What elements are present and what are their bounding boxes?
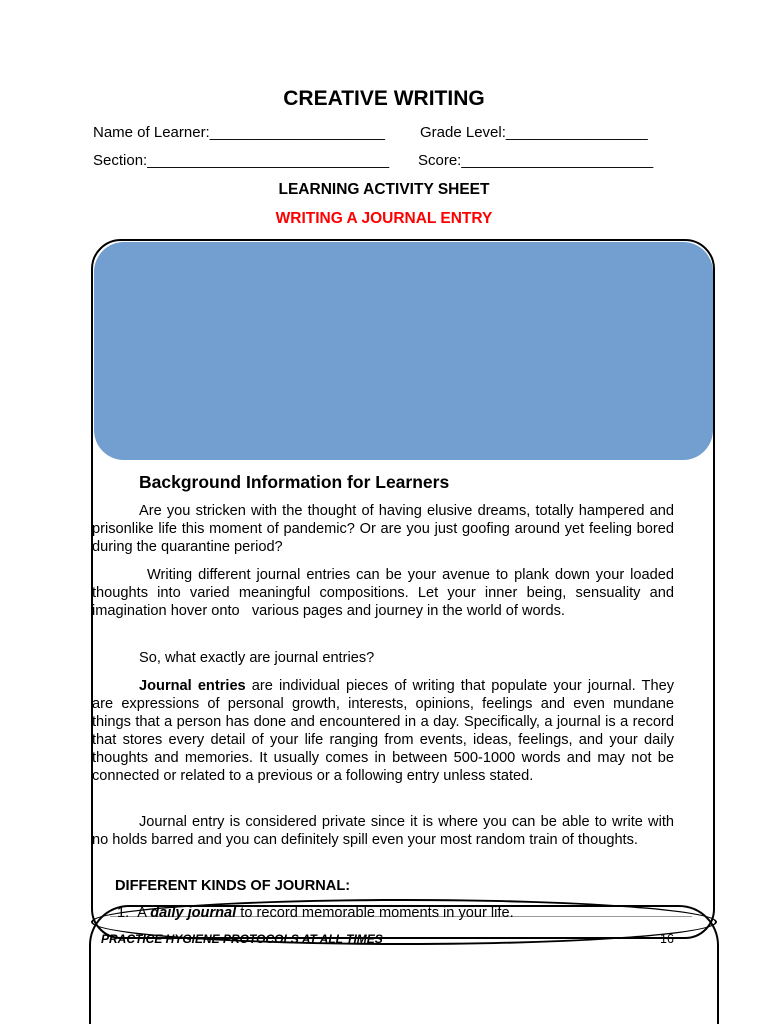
page-title: CREATIVE WRITING	[283, 87, 485, 110]
paragraph-1: Are you stricken with the thought of having elusive dreams, totally hampered and prisonlike life this moment of pandemic? Or are you just goofing around yet feeling bored during the quarantine period?	[92, 503, 674, 555]
paragraph-4	[92, 677, 674, 785]
section-field: Section:_____________________________	[93, 152, 390, 169]
background-heading: Background Information for Learners	[139, 472, 450, 492]
score-field: Score:_______________________	[418, 152, 654, 169]
term-journal-entries: Journal entries	[139, 678, 246, 694]
learner-name-field: Name of Learner:_____________________	[93, 124, 385, 141]
paragraph-4-text: are individual pieces of writing that populate your journal. They are expressions of personal growth, interests, opinions, feelings and even mundane things that a person has done and encountered in a day. Specifically, a journal is a record that stores every detail of your life ranging from events, ideas, feelings, and your daily thoughts and memories. It usually comes in between 500-1000 words and may not be connected or related to a previous or a following entry unless stated.	[92, 678, 674, 784]
blue-banner	[94, 242, 713, 460]
sheet-title: LEARNING ACTIVITY SHEET	[278, 181, 490, 198]
paragraph-5: Journal entry is considered private since it is where you can be able to write with no holds barred and you can definitely spill even your most random train of thoughts.	[92, 814, 674, 848]
kinds-heading: DIFFERENT KINDS OF JOURNAL:	[115, 878, 351, 894]
paragraph-2: Writing different journal entries can be your avenue to plank down your loaded thoughts into varied meaningful compositions. Let your inner being, sensuality and imagination hover onto various pages and journey in the world of words.	[92, 567, 679, 619]
paragraph-3: So, what exactly are journal entries?	[139, 650, 375, 666]
footer-text: PRACTICE HYGIENE PROTOCOLS AT ALL TIMES	[101, 932, 383, 946]
list-post: to record memorable moments in your life.	[236, 905, 514, 921]
activity-subtitle: WRITING A JOURNAL ENTRY	[275, 210, 493, 227]
list-pre: A	[137, 905, 151, 921]
grade-level-field: Grade Level:_________________	[420, 124, 648, 141]
list-item	[117, 905, 514, 921]
page-number: 16	[660, 932, 674, 946]
term-daily-journal: daily journal	[150, 905, 237, 921]
list-number: 1.	[117, 905, 130, 921]
